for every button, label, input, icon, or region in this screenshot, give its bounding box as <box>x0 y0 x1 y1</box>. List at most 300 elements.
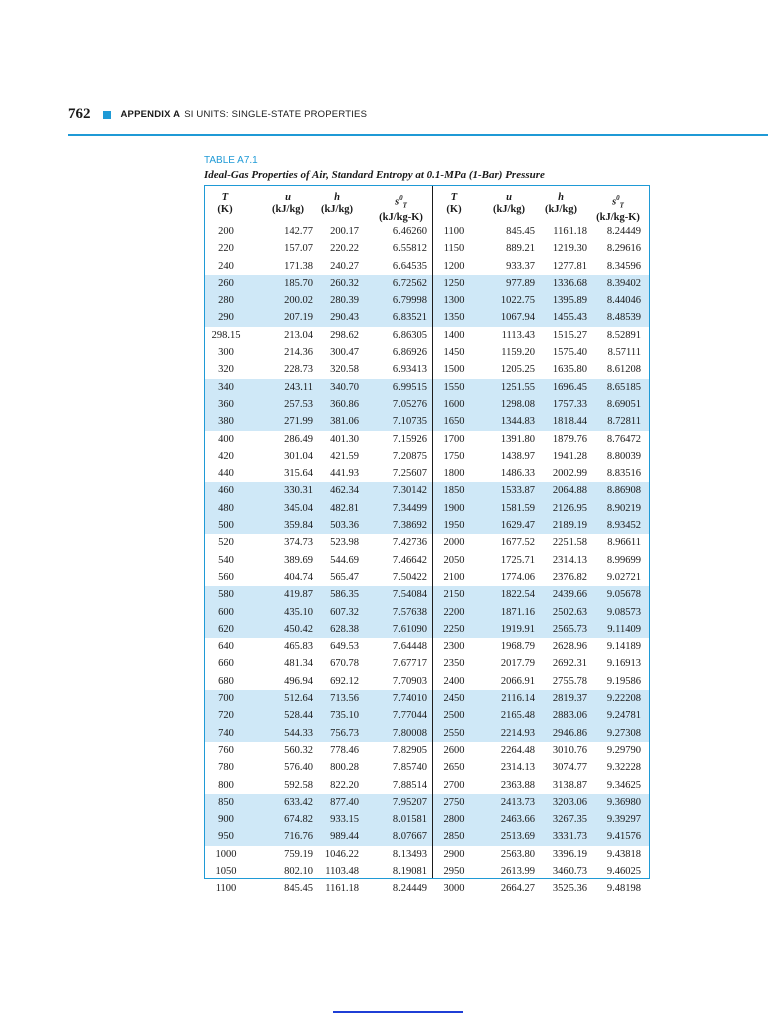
table-cell: 243.11 <box>284 381 313 393</box>
table-cell: 1344.83 <box>500 416 535 428</box>
table-cell: 7.38692 <box>392 520 427 532</box>
table-cell: 404.74 <box>284 571 313 583</box>
table-cell: 1391.80 <box>500 433 535 445</box>
table-cell: 8.96611 <box>607 537 641 549</box>
table-cell: 6.93413 <box>392 364 427 376</box>
table-cell: 1100 <box>215 883 237 895</box>
column-unit: (kJ/kg) <box>492 204 526 215</box>
table-cell: 544.69 <box>330 554 359 566</box>
column-header <box>589 192 647 224</box>
table-cell: 374.73 <box>284 537 313 549</box>
table-row <box>205 534 649 551</box>
column-unit: (kJ/kg) <box>320 204 354 215</box>
table-cell: 2502.63 <box>552 606 587 618</box>
table-row <box>205 223 649 240</box>
table-row <box>205 707 649 724</box>
table-cell: 380 <box>218 416 234 428</box>
table-row <box>205 448 649 465</box>
table-row <box>205 759 649 776</box>
table-cell: 381.06 <box>330 416 359 428</box>
table-cell: 360.86 <box>330 398 359 410</box>
table-label: TABLE A7.1 <box>204 155 258 166</box>
column-symbol: $s^0_T$ <box>612 194 624 210</box>
table-cell: 716.76 <box>284 831 313 843</box>
table-cell: 8.01581 <box>392 814 427 826</box>
table-cell: 360 <box>218 398 234 410</box>
page-number: 762 <box>68 106 91 122</box>
table-cell: 1533.87 <box>500 485 535 497</box>
table-body <box>205 223 649 898</box>
table-cell: 2300 <box>443 641 465 653</box>
table-cell: 1350 <box>443 312 465 324</box>
table-cell: 7.50422 <box>392 571 427 583</box>
table-cell: 2800 <box>443 814 465 826</box>
table-row <box>205 863 649 880</box>
table-cell: 1900 <box>443 502 465 514</box>
table-cell: 8.34596 <box>606 260 641 272</box>
table-cell: 692.12 <box>330 675 359 687</box>
table-cell: 580 <box>218 589 234 601</box>
table-cell: 649.53 <box>330 641 359 653</box>
table-cell: 441.93 <box>330 468 359 480</box>
column-header <box>483 192 535 216</box>
table-cell: 280.39 <box>330 295 359 307</box>
table-cell: 1205.25 <box>500 364 535 376</box>
table-cell: 6.64535 <box>392 260 427 272</box>
table-cell: 2002.99 <box>552 468 587 480</box>
table-cell: 300.47 <box>330 347 359 359</box>
table-cell: 540 <box>218 554 234 566</box>
table-cell: 419.87 <box>284 589 313 601</box>
column-unit: (kJ/kg) <box>544 204 578 215</box>
column-unit: (kJ/kg) <box>271 204 305 215</box>
table-cell: 8.72811 <box>607 416 641 428</box>
table-cell: 560 <box>218 571 234 583</box>
table-cell: 503.36 <box>330 520 359 532</box>
table-cell: 142.77 <box>284 226 313 237</box>
table-cell: 1455.43 <box>552 312 587 324</box>
table-row <box>205 811 649 828</box>
table-cell: 3460.73 <box>552 865 587 877</box>
table-cell: 420 <box>218 450 234 462</box>
table-cell: 2066.91 <box>500 675 535 687</box>
table-cell: 1919.91 <box>500 623 535 635</box>
table-cell: 7.61090 <box>392 623 427 635</box>
table-cell: 1581.59 <box>500 502 535 514</box>
table-cell: 9.14189 <box>606 641 641 653</box>
table-cell: 9.19586 <box>606 675 641 687</box>
table-row <box>205 846 649 863</box>
table-cell: 1000 <box>215 848 237 860</box>
table-cell: 586.35 <box>330 589 359 601</box>
table-cell: 460 <box>218 485 234 497</box>
table-cell: 290 <box>218 312 234 324</box>
table-cell: 480 <box>218 502 234 514</box>
table-cell: 200.02 <box>284 295 313 307</box>
table-row <box>205 880 649 897</box>
table-row <box>205 655 649 672</box>
table-cell: 1450 <box>443 347 465 359</box>
table-cell: 7.57638 <box>392 606 427 618</box>
table-cell: 1550 <box>443 381 465 393</box>
table-cell: 2883.06 <box>552 710 587 722</box>
table-cell: 1650 <box>443 416 465 428</box>
column-symbol: $s^0_T$ <box>395 194 407 210</box>
table-row <box>205 431 649 448</box>
symbol-superscript: 0 <box>616 194 620 202</box>
table-cell: 2650 <box>443 762 465 774</box>
table-cell: 260 <box>218 277 234 289</box>
table-cell: 7.88514 <box>392 779 427 791</box>
table-cell: 220.22 <box>330 243 359 255</box>
table-row <box>205 569 649 586</box>
table-cell: 280 <box>218 295 234 307</box>
table-cell: 7.67717 <box>392 658 427 670</box>
table-cell: 7.05276 <box>392 398 427 410</box>
table-cell: 3203.06 <box>552 796 587 808</box>
table-cell: 482.81 <box>330 502 359 514</box>
table-cell: 1298.08 <box>500 398 535 410</box>
table-cell: 740 <box>218 727 234 739</box>
table-cell: 7.54084 <box>392 589 427 601</box>
table-cell: 400 <box>218 433 234 445</box>
table-cell: 1161.18 <box>553 226 587 237</box>
table-cell: 7.30142 <box>392 485 427 497</box>
symbol-subscript: T <box>619 201 624 210</box>
table-cell: 7.82905 <box>392 744 427 756</box>
table-cell: 759.19 <box>284 848 313 860</box>
table-cell: 7.34499 <box>392 502 427 514</box>
table-cell: 7.15926 <box>392 433 427 445</box>
table-cell: 6.55812 <box>392 243 427 255</box>
table-cell: 565.47 <box>330 571 359 583</box>
table-cell: 214.36 <box>284 347 313 359</box>
table-cell: 8.83516 <box>606 468 641 480</box>
table-cell: 889.21 <box>506 243 535 255</box>
table-cell: 6.46260 <box>392 226 427 237</box>
table-cell: 8.93452 <box>606 520 641 532</box>
table-cell: 720 <box>218 710 234 722</box>
table-cell: 2613.99 <box>500 865 535 877</box>
table-row <box>205 344 649 361</box>
table-row <box>205 673 649 690</box>
table-cell: 713.56 <box>330 693 359 705</box>
table-cell: 500 <box>218 520 234 532</box>
table-cell: 440 <box>218 468 234 480</box>
table-cell: 933.15 <box>330 814 359 826</box>
table-cell: 2819.37 <box>552 693 587 705</box>
table-cell: 633.42 <box>284 796 313 808</box>
column-header <box>371 192 431 224</box>
table-cell: 200.17 <box>330 226 359 237</box>
table-cell: 1871.16 <box>500 606 535 618</box>
table-cell: 778.46 <box>330 744 359 756</box>
table-cell: 1046.22 <box>324 848 359 860</box>
table-cell: 340.70 <box>330 381 359 393</box>
table-cell: 330.31 <box>284 485 313 497</box>
table-cell: 528.44 <box>284 710 313 722</box>
table-cell: 560.32 <box>284 744 313 756</box>
table-row <box>205 396 649 413</box>
column-divider <box>432 186 433 878</box>
table-cell: 800.28 <box>330 762 359 774</box>
table-cell: 2314.13 <box>500 762 535 774</box>
table-row <box>205 379 649 396</box>
table-cell: 1700 <box>443 433 465 445</box>
table-row <box>205 742 649 759</box>
table-cell: 3000 <box>443 883 465 895</box>
table-cell: 8.07667 <box>392 831 427 843</box>
footer-link-rule <box>333 1011 463 1013</box>
table-cell: 2017.79 <box>500 658 535 670</box>
table-cell: 260.32 <box>330 277 359 289</box>
table-cell: 845.45 <box>284 883 313 895</box>
table-cell: 2250 <box>443 623 465 635</box>
table-cell: 576.40 <box>284 762 313 774</box>
table-cell: 8.48539 <box>606 312 641 324</box>
table-cell: 9.16913 <box>606 658 641 670</box>
table-cell: 670.78 <box>330 658 359 670</box>
table-cell: 2200 <box>443 606 465 618</box>
table-cell: 800 <box>218 779 234 791</box>
table-cell: 465.83 <box>284 641 313 653</box>
table-cell: 1103.48 <box>325 865 359 877</box>
table-cell: 2600 <box>443 744 465 756</box>
table-cell: 1696.45 <box>552 381 587 393</box>
table-cell: 9.41576 <box>606 831 641 843</box>
table-cell: 989.44 <box>330 831 359 843</box>
table-cell: 2850 <box>443 831 465 843</box>
table-row <box>205 794 649 811</box>
table-cell: 1150 <box>443 243 465 255</box>
table-cell: 3074.77 <box>552 762 587 774</box>
table-cell: 9.34625 <box>606 779 641 791</box>
table-cell: 8.86908 <box>606 485 641 497</box>
table-cell: 9.32228 <box>606 762 641 774</box>
table-cell: 2363.88 <box>500 779 535 791</box>
table-cell: 6.72562 <box>392 277 427 289</box>
table-cell: 9.39297 <box>606 814 641 826</box>
table-cell: 760 <box>218 744 234 756</box>
table-cell: 1968.79 <box>500 641 535 653</box>
table-cell: 2264.48 <box>500 744 535 756</box>
table-cell: 2150 <box>443 589 465 601</box>
table-cell: 2100 <box>443 571 465 583</box>
table-cell: 1250 <box>443 277 465 289</box>
table-cell: 2565.73 <box>552 623 587 635</box>
table-cell: 7.74010 <box>392 693 427 705</box>
table-cell: 1200 <box>443 260 465 272</box>
table-cell: 8.57111 <box>607 347 641 359</box>
symbol-superscript: 0 <box>399 194 403 202</box>
table-cell: 2700 <box>443 779 465 791</box>
table-cell: 8.69051 <box>606 398 641 410</box>
table-cell: 200 <box>218 226 234 237</box>
table-row <box>205 586 649 603</box>
table-cell: 1050 <box>215 865 237 877</box>
table-cell: 301.04 <box>284 450 313 462</box>
column-symbol: h <box>558 192 564 203</box>
table-cell: 6.99515 <box>392 381 427 393</box>
table-cell: 271.99 <box>284 416 313 428</box>
table-cell: 9.24781 <box>606 710 641 722</box>
table-cell: 1500 <box>443 364 465 376</box>
table-cell: 600 <box>218 606 234 618</box>
table-cell: 2189.19 <box>552 520 587 532</box>
table-cell: 660 <box>218 658 234 670</box>
table-cell: 802.10 <box>284 865 313 877</box>
table-cell: 298.15 <box>211 329 241 341</box>
table-row <box>205 292 649 309</box>
table-cell: 6.83521 <box>392 312 427 324</box>
table-row <box>205 275 649 292</box>
column-symbol: u <box>506 192 512 203</box>
table-cell: 240.27 <box>330 260 359 272</box>
table-cell: 2251.58 <box>552 537 587 549</box>
table-cell: 1879.76 <box>552 433 587 445</box>
table-cell: 300 <box>218 347 234 359</box>
table-cell: 7.10735 <box>392 416 427 428</box>
table-cell: 592.58 <box>284 779 313 791</box>
table-cell: 780 <box>218 762 234 774</box>
table-cell: 2116.14 <box>501 693 535 705</box>
table-row <box>205 413 649 430</box>
table-cell: 2692.31 <box>552 658 587 670</box>
table-cell: 9.11409 <box>607 623 641 635</box>
table-cell: 359.84 <box>284 520 313 532</box>
table-cell: 8.61208 <box>606 364 641 376</box>
table-cell: 421.59 <box>330 450 359 462</box>
table-cell: 2000 <box>443 537 465 549</box>
table-cell: 1600 <box>443 398 465 410</box>
table-cell: 1725.71 <box>500 554 535 566</box>
table-cell: 2050 <box>443 554 465 566</box>
table-cell: 9.48198 <box>606 883 641 895</box>
table-cell: 674.82 <box>284 814 313 826</box>
table-cell: 1750 <box>443 450 465 462</box>
table-row <box>205 621 649 638</box>
table-cell: 481.34 <box>284 658 313 670</box>
table-cell: 2314.13 <box>552 554 587 566</box>
table-header <box>205 192 649 226</box>
table-cell: 877.40 <box>330 796 359 808</box>
table-cell: 8.76472 <box>606 433 641 445</box>
column-header <box>535 192 587 216</box>
column-header <box>205 192 245 216</box>
table-cell: 6.86305 <box>392 329 427 341</box>
table-cell: 900 <box>218 814 234 826</box>
table-cell: 2214.93 <box>500 727 535 739</box>
table-cell: 607.32 <box>330 606 359 618</box>
table-cell: 6.86926 <box>392 347 427 359</box>
table-cell: 9.08573 <box>606 606 641 618</box>
column-unit: (kJ/kg-K) <box>379 211 423 223</box>
table-cell: 8.29616 <box>606 243 641 255</box>
table-cell: 9.22208 <box>606 693 641 705</box>
table-cell: 850 <box>218 796 234 808</box>
table-cell: 2165.48 <box>500 710 535 722</box>
table-cell: 845.45 <box>506 226 535 237</box>
table-cell: 1113.43 <box>501 329 535 341</box>
column-unit: (K) <box>217 204 233 215</box>
table-cell: 1336.68 <box>552 277 587 289</box>
table-cell: 320.58 <box>330 364 359 376</box>
column-header <box>433 192 475 216</box>
table-cell: 6.79998 <box>392 295 427 307</box>
table-cell: 8.24449 <box>392 883 427 895</box>
table-row <box>205 690 649 707</box>
table-cell: 8.90219 <box>606 502 641 514</box>
table-cell: 8.65185 <box>606 381 641 393</box>
table-cell: 7.77044 <box>392 710 427 722</box>
table-cell: 9.36980 <box>606 796 641 808</box>
column-symbol: T <box>221 192 229 203</box>
square-bullet-icon <box>103 111 111 119</box>
table-cell: 2628.96 <box>552 641 587 653</box>
column-header <box>313 192 361 216</box>
table-cell: 1629.47 <box>500 520 535 532</box>
table-cell: 2500 <box>443 710 465 722</box>
table-cell: 822.20 <box>330 779 359 791</box>
table-cell: 2400 <box>443 675 465 687</box>
table-cell: 9.46025 <box>606 865 641 877</box>
table-cell: 7.20875 <box>392 450 427 462</box>
table-cell: 9.05678 <box>606 589 641 601</box>
table-cell: 2513.69 <box>500 831 535 843</box>
table-cell: 185.70 <box>284 277 313 289</box>
table-cell: 401.30 <box>330 433 359 445</box>
table-cell: 1677.52 <box>500 537 535 549</box>
table-cell: 2550 <box>443 727 465 739</box>
table-cell: 8.99699 <box>606 554 641 566</box>
table-cell: 2946.86 <box>552 727 587 739</box>
table-cell: 2950 <box>443 865 465 877</box>
table-cell: 512.64 <box>284 693 313 705</box>
table-row <box>205 725 649 742</box>
table-row <box>205 361 649 378</box>
table-cell: 228.73 <box>284 364 313 376</box>
table-cell: 7.70903 <box>392 675 427 687</box>
table-cell: 1950 <box>443 520 465 532</box>
table-cell: 1251.55 <box>500 381 535 393</box>
table-cell: 389.69 <box>284 554 313 566</box>
symbol-subscript: T <box>402 201 407 210</box>
table-cell: 2350 <box>443 658 465 670</box>
table-cell: 290.43 <box>330 312 359 324</box>
property-table <box>204 185 650 895</box>
table-cell: 1941.28 <box>552 450 587 462</box>
table-cell: 9.43818 <box>606 848 641 860</box>
table-cell: 157.07 <box>284 243 313 255</box>
table-row <box>205 309 649 326</box>
table-cell: 1822.54 <box>500 589 535 601</box>
table-row <box>205 240 649 257</box>
table-cell: 1022.75 <box>500 295 535 307</box>
table-cell: 450.42 <box>284 623 313 635</box>
table-cell: 680 <box>218 675 234 687</box>
table-cell: 1219.30 <box>552 243 587 255</box>
table-cell: 320 <box>218 364 234 376</box>
table-cell: 7.25607 <box>392 468 427 480</box>
running-head <box>68 106 367 123</box>
table-cell: 1100 <box>443 226 465 237</box>
table-row <box>205 258 649 275</box>
appendix-title: SI UNITS: SINGLE-STATE PROPERTIES <box>184 109 368 120</box>
table-cell: 620 <box>218 623 234 635</box>
table-cell: 2563.80 <box>500 848 535 860</box>
table-cell: 8.44046 <box>606 295 641 307</box>
table-cell: 1395.89 <box>552 295 587 307</box>
